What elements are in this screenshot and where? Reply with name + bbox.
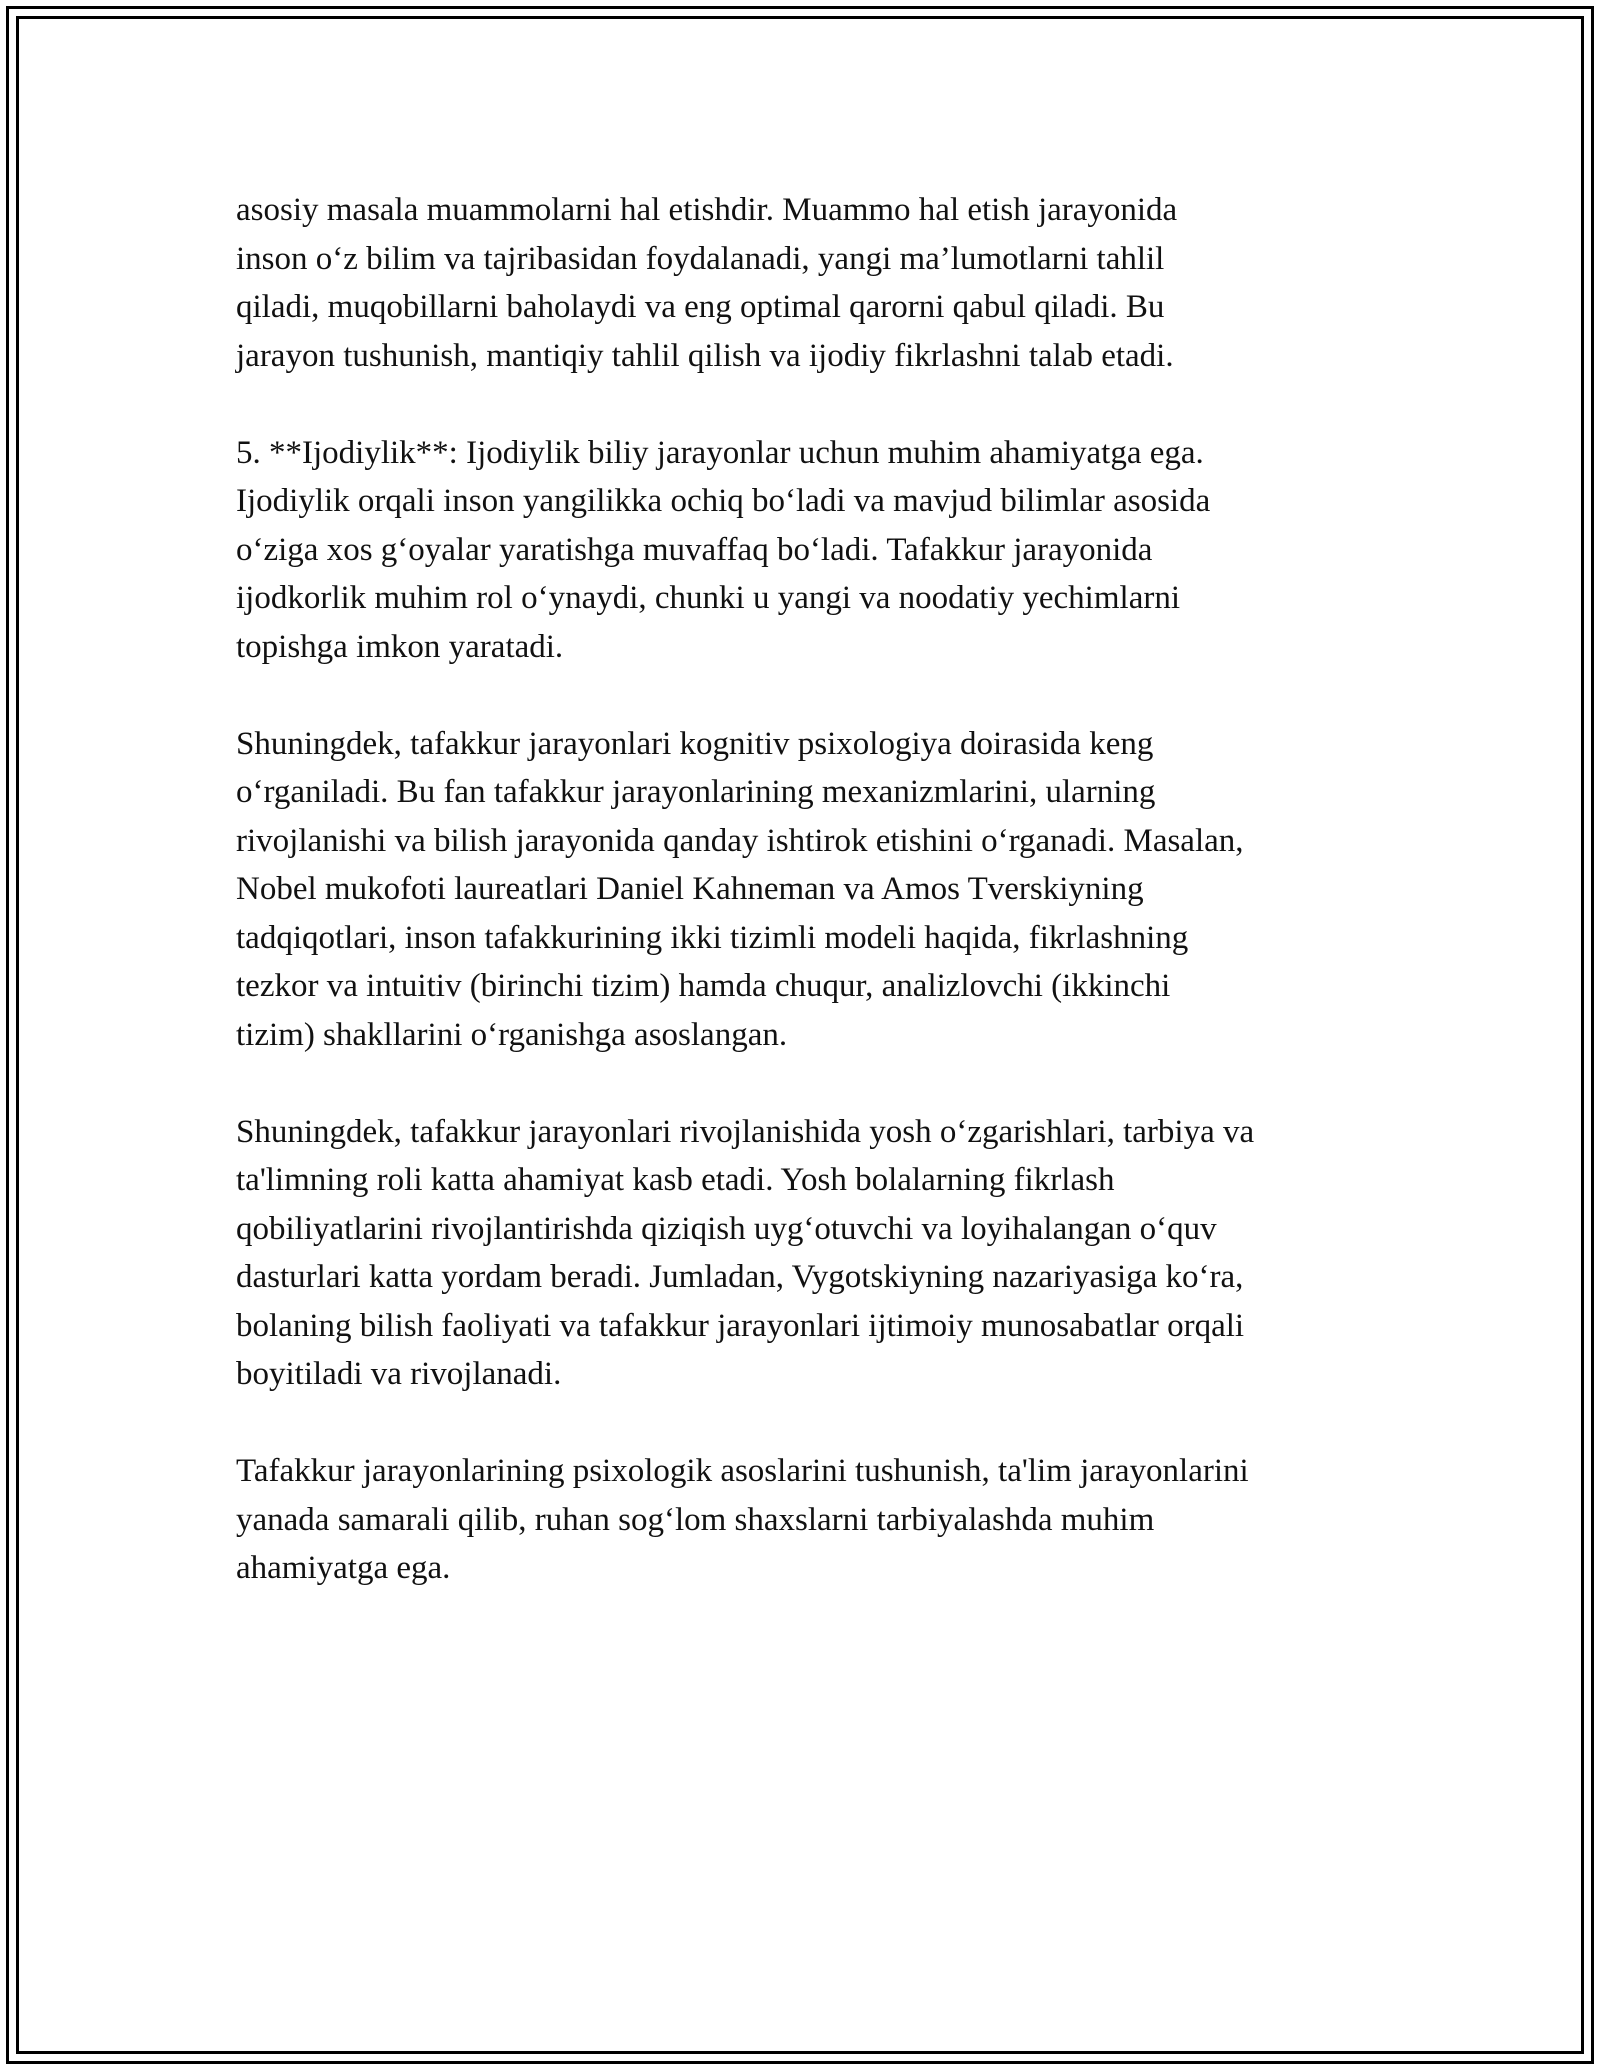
- paragraph-cognitive-psychology: [236, 720, 1386, 1060]
- text-line: Shuningdek, tafakkur jarayonlari kognitiv psixologiya doirasida keng: [236, 725, 1154, 762]
- text-line: ahamiyatga ega.: [236, 1550, 451, 1586]
- text-line: ijodkorlik muhim rol o‘ynaydi, chunki u yangi va noodatiy yechimlarni: [236, 580, 1180, 616]
- paragraph-problem-solving: [236, 186, 1386, 380]
- text-line: boyitiladi va rivojlanadi.: [236, 1356, 562, 1392]
- paragraph-development: [236, 1108, 1386, 1399]
- text-line: o‘rganiladi. Bu fan tafakkur jarayonlarining mexanizmlarini, ularning: [236, 774, 1156, 810]
- document-body: [236, 186, 1386, 1641]
- text-line: tizim) shakllarini o‘rganishga asoslangan.: [236, 1016, 788, 1053]
- paragraph-conclusion: [236, 1447, 1386, 1593]
- text-line: tezkor va intuitiv (birinchi tizim) hamda chuqur, analizlovchi (ikkinchi: [236, 968, 1171, 1004]
- text-line: ta'limning roli katta ahamiyat kasb etadi. Yosh bolalarning fikrlash: [236, 1162, 1115, 1198]
- text-line: o‘ziga xos g‘oyalar yaratishga muvaffaq bo‘ladi. Tafakkur jarayonida: [236, 531, 1153, 568]
- text-line: dasturlari katta yordam beradi. Jumladan, Vygotskiyning nazariyasiga ko‘ra,: [236, 1259, 1244, 1295]
- text-line: jarayon tushunish, mantiqiy tahlil qilish va ijodiy fikrlashni talab etadi.: [236, 337, 1174, 374]
- text-line: qobiliyatlarini rivojlantirishda qiziqish uyg‘otuvchi va loyihalangan o‘quv: [236, 1210, 1217, 1247]
- text-line: tadqiqotlari, inson tafakkurining ikki tizimli modeli haqida, fikrlashning: [236, 919, 1189, 956]
- text-line: qiladi, muqobillarni baholaydi va eng optimal qarorni qabul qiladi. Bu: [236, 289, 1165, 325]
- text-line: 5. **Ijodiylik**: Ijodiylik biliy jarayonlar uchun muhim ahamiyatga ega.: [236, 434, 1204, 471]
- text-line: rivojlanishi va bilish jarayonida qanday ishtirok etishini o‘rganadi. Masalan,: [236, 822, 1244, 859]
- text-line: inson o‘z bilim va tajribasidan foydalanadi, yangi ma’lumotlarni tahlil: [236, 240, 1165, 277]
- paragraph-creativity: [236, 429, 1386, 672]
- text-line: Ijodiylik orqali inson yangilikka ochiq bo‘ladi va mavjud bilimlar asosida: [236, 483, 1211, 519]
- text-line: Tafakkur jarayonlarining psixologik asoslarini tushunish, ta'lim jarayonlarini: [236, 1453, 1249, 1489]
- text-line: bolaning bilish faoliyati va tafakkur jarayonlari ijtimoiy munosabatlar orqali: [236, 1307, 1245, 1344]
- text-line: yanada samarali qilib, ruhan sog‘lom shaxslarni tarbiyalashda muhim: [236, 1501, 1155, 1538]
- text-line: topishga imkon yaratadi.: [236, 628, 564, 665]
- text-line: Nobel mukofoti laureatlari Daniel Kahneman va Amos Tverskiyning: [236, 871, 1144, 907]
- text-line: Shuningdek, tafakkur jarayonlari rivojlanishida yosh o‘zgarishlari, tarbiya va: [236, 1113, 1255, 1150]
- text-line: asosiy masala muammolarni hal etishdir. Muammo hal etish jarayonida: [236, 192, 1178, 228]
